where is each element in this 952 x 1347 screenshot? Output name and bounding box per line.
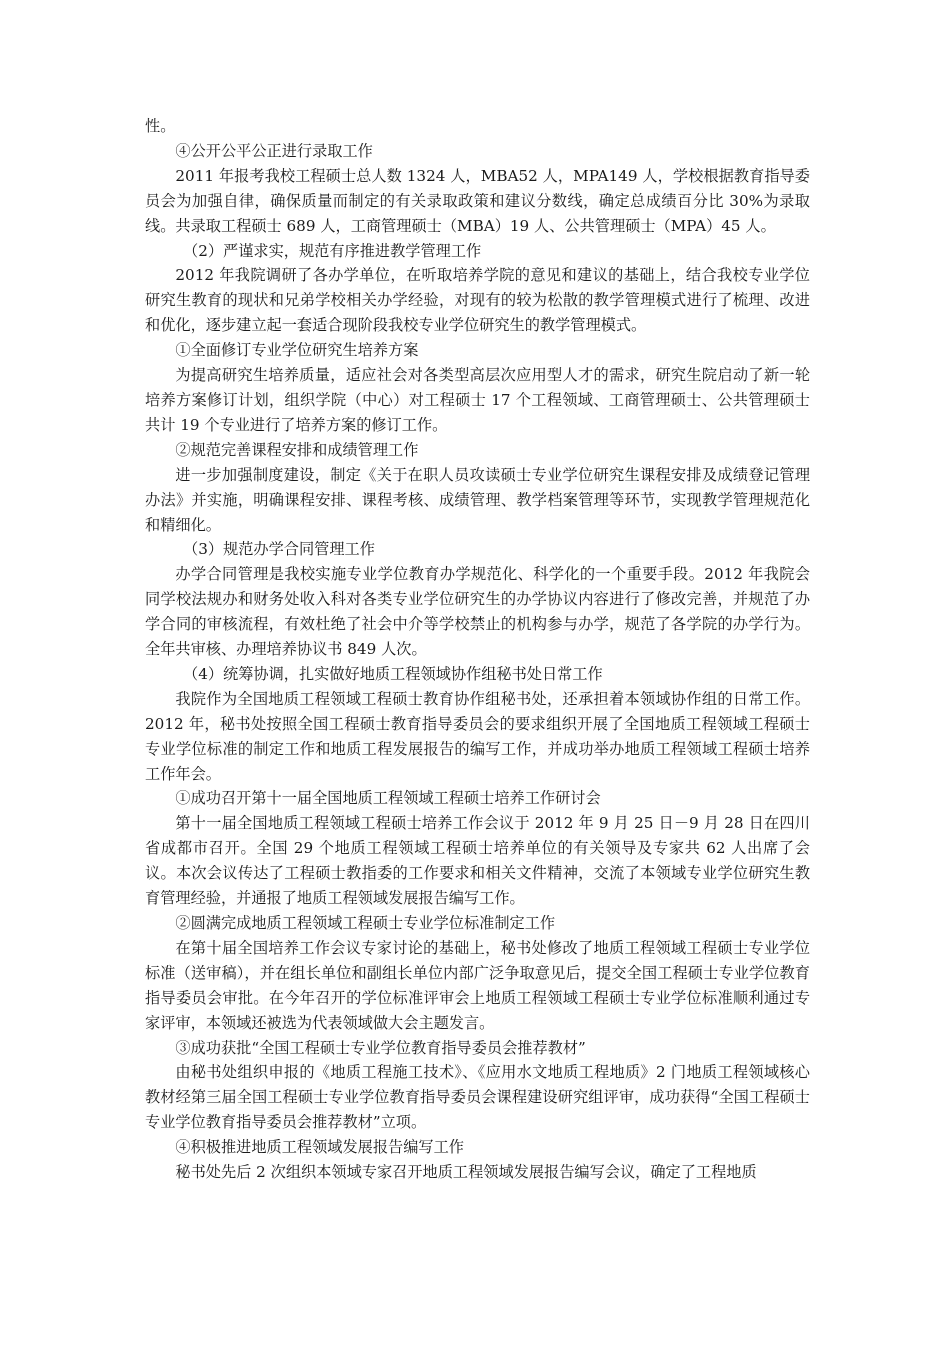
paragraph-contract-management: 办学合同管理是我校实施专业学位教育办学规范化、科学化的一个重要手段。2012 年我院会同学校法规办和财务处收入科对各类专业学位研究生的办学协议内容进行了修改完善，并规范了办学合同的审核流程，有效杜绝了社会中介等学校禁止的机构参与办学，规范了各学院的办学行为。全年共审核、办理培养协议书 849 人次。	[145, 565, 810, 659]
section-heading-training-plan-revision: ①全面修订专业学位研究生培养方案	[175, 341, 419, 360]
paragraph-eleventh-seminar: 第十一届全国地质工程领域工程硕士培养工作会议于 2012 年 9 月 25 日－9 月 28 日在四川省成都市召开。全国 29 个地质工程领域工程硕士培养单位的有关领导及专家共 62 人出席了会议。本次会议传达了工程硕士教指委的工作要求和相关文件精神，交流了本领域专业学位研究生教育管理经验，并通报了地质工程领域发展报告编写工作。	[145, 814, 810, 908]
paragraph-course-grade-management: 进一步加强制度建设，制定《关于在职人员攻读硕士专业学位研究生课程安排及成绩登记管理办法》并实施，明确课程安排、课程考核、成绩管理、教学档案管理等环节，实现教学管理规范化和精细化。	[145, 465, 810, 534]
paragraph-recommended-textbooks: 由秘书处组织申报的《地质工程施工技术》、《应用水文地质工程地质》2 门地质工程领域核心教材经第三届全国工程硕士专业学位教育指导委员会课程建设研究组评审，成功获得“全国工程硕士专业学位教育指导委员会推荐教材”立项。	[145, 1063, 810, 1132]
paragraph-teaching-management-model: 2012 年我院调研了各办学单位，在听取培养学院的意见和建议的基础上，结合我校专业学位研究生教育的现状和兄弟学校相关办学经验，对现有的较为松散的教学管理模式进行了梳理、改进和优化，逐步建立起一套适合现阶段我校专业学位研究生的教学管理模式。	[145, 266, 810, 335]
section-heading-course-grade-management: ②规范完善课程安排和成绩管理工作	[175, 440, 419, 459]
section-heading-degree-standard: ②圆满完成地质工程领域工程硕士专业学位标准制定工作	[175, 914, 556, 932]
paragraph-training-plan-revision: 为提高研究生培养质量，适应社会对各类型高层次应用型人才的需求，研究生院启动了新一轮培养方案修订计划，组织学院（中心）对工程硕士 17 个工程领域、工商管理硕士、公共管理硕士共计 19 个专业进行了培养方案的修订工作。	[145, 366, 810, 434]
section-heading-admission-fairness: ④公开公平公正进行录取工作	[175, 141, 373, 160]
paragraph-2011-admission-statistics: 2011 年报考我校工程硕士总人数 1324 人，MBA52 人，MPA149 人，学校根据教育指导委员会为加强自律，确保质量而制定的有关录取政策和建议分数线，确定总成绩百分比 30%为录取线。共录取工程硕士 689 人，工商管理硕士（MBA）19 人、公共管理硕士（MPA）45 人。	[145, 166, 810, 235]
section-heading-recommended-textbooks: ③成功获批“全国工程硕士专业学位教育指导委员会推荐教材”	[175, 1038, 586, 1057]
paragraph-degree-standard: 在第十届全国培养工作会议专家讨论的基础上，秘书处修改了地质工程领域工程硕士专业学位标准（送审稿），并在组长单位和副组长单位内部广泛争取意见后，提交全国工程硕士专业学位教育指导委员会审批。在今年召开的学位标准评审会上地质工程领域工程硕士专业学位标准顺利通过专家评审，本领域还被选为代表领域做大会主题发言。	[145, 938, 810, 1032]
paragraph-secretariat-work: 我院作为全国地质工程领域工程硕士教育协作组秘书处，还承担着本领域协作组的日常工作。2012 年，秘书处按照全国工程硕士教育指导委员会的要求组织开展了全国地质工程领域工程硕士专业学位标准的制定工作和地质工程发展报告的编写工作，并成功举办地质工程领域工程硕士培养工作年会。	[145, 689, 810, 783]
section-heading-contract-management: （3）规范办学合同管理工作	[183, 540, 375, 559]
section-heading-development-report: ④积极推进地质工程领域发展报告编写工作	[175, 1138, 464, 1157]
paragraph-1: 性。	[145, 117, 176, 135]
document-body	[145, 114, 810, 1185]
section-heading-eleventh-seminar: ①成功召开第十一届全国地质工程领域工程硕士培养工作研讨会	[175, 789, 601, 808]
section-heading-secretariat-work: （4）统筹协调，扎实做好地质工程领域协作组秘书处日常工作	[183, 664, 603, 683]
paragraph-development-report: 秘书处先后 2 次组织本领域专家召开地质工程领域发展报告编写会议，确定了工程地质	[175, 1163, 757, 1182]
section-heading-teaching-management: （2）严谨求实，规范有序推进教学管理工作	[183, 241, 482, 260]
